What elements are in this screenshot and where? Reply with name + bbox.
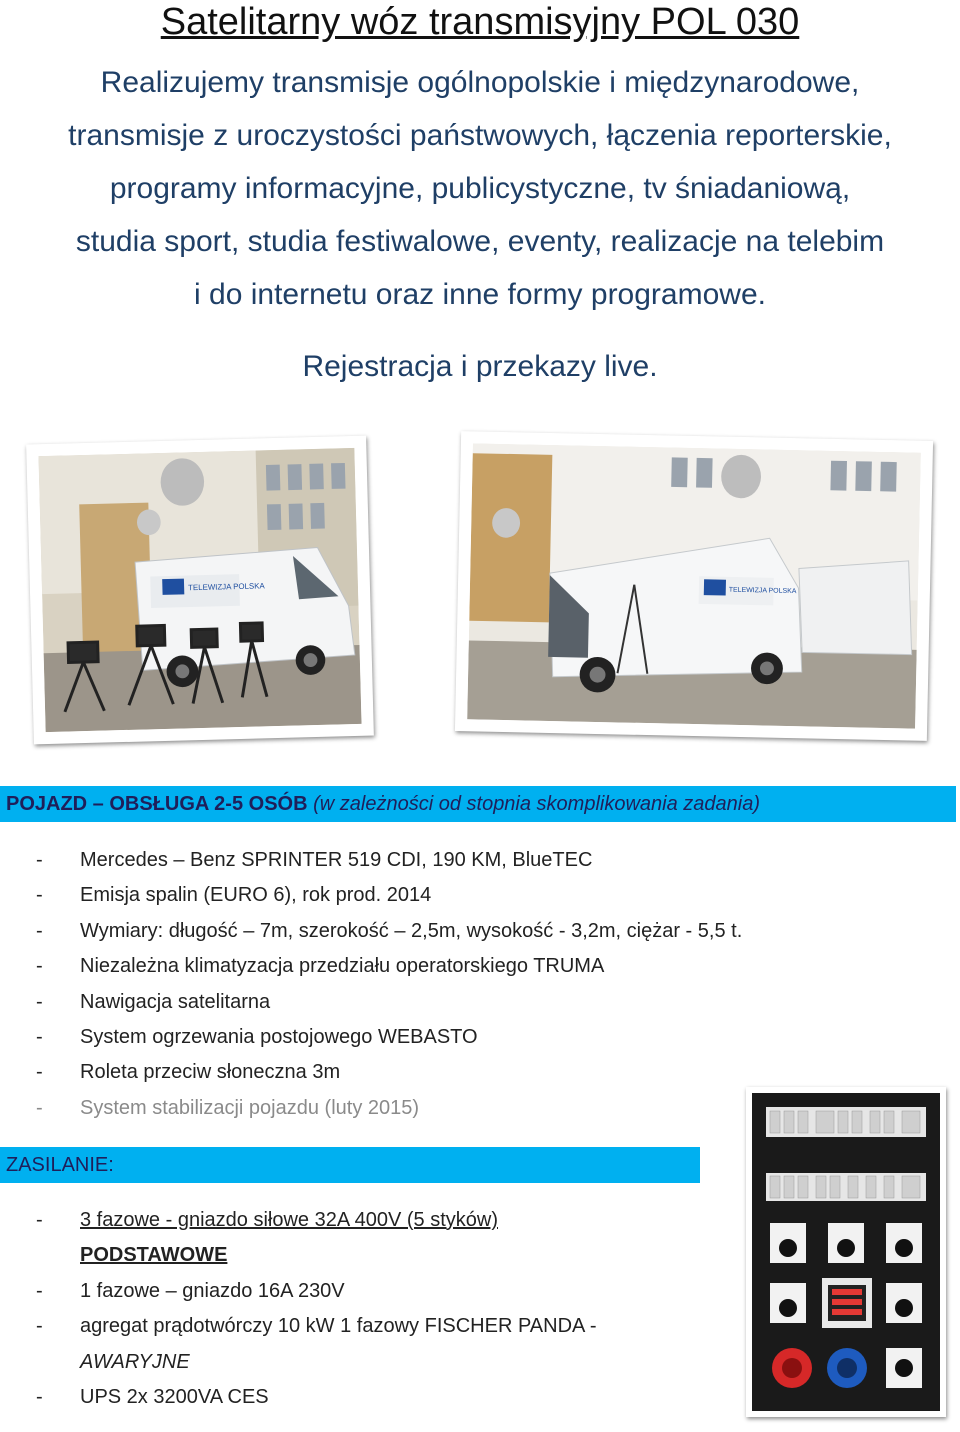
intro-line: studia sport, studia festiwalowe, eventy, realizacje na telebim: [75, 225, 885, 258]
power-spec-list: [36, 1203, 596, 1415]
intro-text: [0, 56, 960, 393]
list-item-continuation: AWARYJNE: [80, 1350, 190, 1373]
power-section-bar: [0, 1147, 700, 1183]
list-item: - Wymiary: długość – 7m, szerokość – 2,5m, wysokość - 3,2m, ciężar - 5,5 t.: [36, 919, 743, 942]
list-item: - Mercedes – Benz SPRINTER 519 CDI, 190 KM, BlueTEC: [36, 849, 593, 871]
ob-van-photo-right: [455, 431, 933, 741]
intro-line: i do internetu oraz inne formy programowe.: [194, 278, 766, 311]
power-bar-title: ZASILANIE:: [6, 1154, 114, 1176]
list-item: - System stabilizacji pojazdu (luty 2015): [36, 1096, 420, 1119]
list-item: - UPS 2x 3200VA CES: [36, 1386, 269, 1409]
list-item: - 3 fazowe - gniazdo siłowe 32A 400V (5 styków): [36, 1209, 498, 1231]
list-item: - Emisja spalin (EURO 6), rok prod. 2014: [36, 884, 432, 907]
intro-line: programy informacyjne, publicystyczne, tv śniadaniową,: [109, 172, 851, 205]
van-logo-right: TELEWIZJA POLSKA: [728, 586, 797, 596]
page-title: Satelitarny wóz transmisyjny POL 030: [160, 1, 800, 43]
vehicle-spec-list: [36, 843, 742, 1126]
list-item: - Roleta przeciw słoneczna 3m: [36, 1061, 341, 1084]
vehicle-bar-title: POJAZD – OBSŁUGA 2-5 OSÓB: [6, 793, 308, 815]
list-item-continuation: PODSTAWOWE: [80, 1244, 228, 1267]
list-item: - Nawigacja satelitarna: [36, 990, 271, 1013]
power-panel-photo: [746, 1087, 946, 1417]
list-item: - 1 fazowe – gniazdo 16A 230V: [36, 1279, 345, 1302]
van-logo-left: TELEWIZJA POLSKA: [187, 581, 265, 593]
intro-line: Realizujemy transmisje ogólnopolskie i międzynarodowe,: [100, 66, 860, 99]
vehicle-bar-note: (w zależności od stopnia skomplikowania zadania): [313, 793, 761, 815]
registration-line: Rejestracja i przekazy live.: [302, 350, 658, 383]
list-item: - Niezależna klimatyzacja przedziału operatorskiego TRUMA: [36, 955, 605, 978]
intro-line: transmisje z uroczystości państwowych, łączenia reporterskie,: [68, 119, 892, 152]
ob-van-photo-left: [26, 436, 374, 745]
vehicle-section-bar: [0, 786, 956, 822]
list-item: - System ogrzewania postojowego WEBASTO: [36, 1026, 478, 1049]
list-item: - agregat prądotwórczy 10 kW 1 fazowy FISCHER PANDA -: [36, 1315, 597, 1338]
